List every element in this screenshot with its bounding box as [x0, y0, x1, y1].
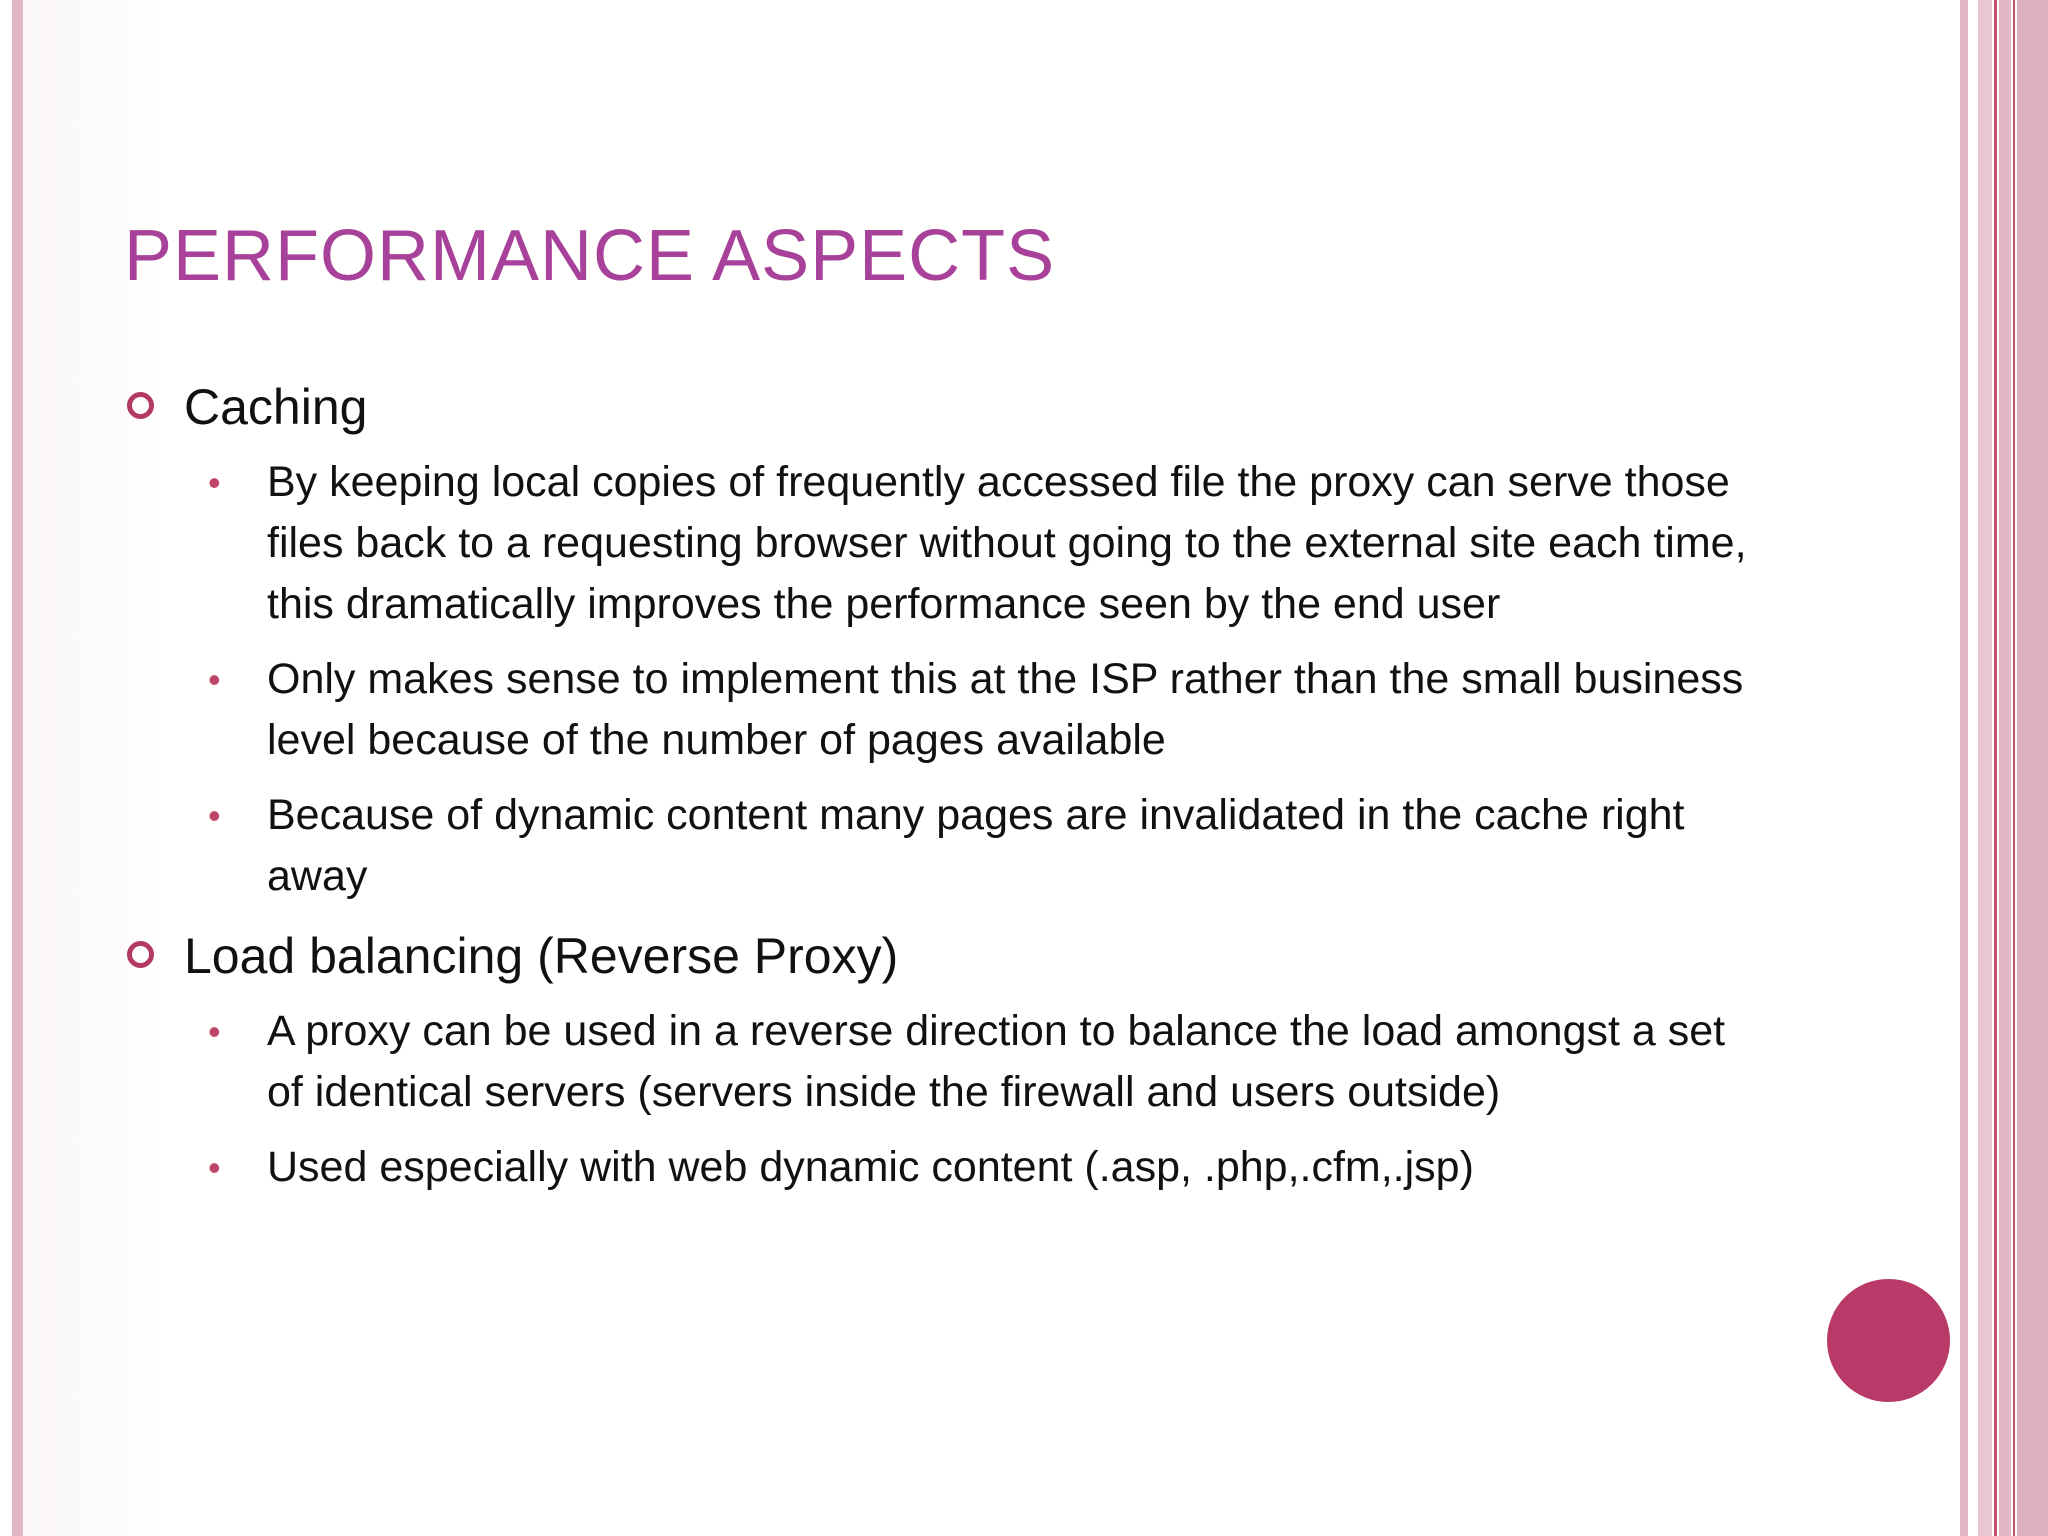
- circle-decoration-icon: [1827, 1279, 1950, 1402]
- dot-bullet-icon: •: [208, 1011, 221, 1052]
- section-heading-caching: [124, 372, 1764, 442]
- left-border-bar: [12, 0, 23, 1536]
- list-item: [124, 649, 1764, 771]
- right-border-stripe: [2017, 0, 2048, 1536]
- dot-bullet-icon: •: [208, 795, 221, 836]
- ring-bullet-icon: [127, 941, 154, 968]
- dot-bullet-icon: •: [208, 462, 221, 503]
- list-item-text: Because of dynamic content many pages are invalidated in the cache right away: [267, 791, 1685, 900]
- slide-content: [124, 372, 1764, 1212]
- right-border-stripe: [1999, 0, 2011, 1536]
- section-heading-text: Load balancing (Reverse Proxy): [184, 928, 899, 984]
- list-item: [124, 1001, 1764, 1123]
- ring-bullet-icon: [127, 392, 154, 419]
- dot-bullet-icon: •: [208, 1147, 221, 1188]
- list-item-text: A proxy can be used in a reverse direction to balance the load amongst a set of identical servers (servers inside the firewall and users outside): [267, 1007, 1726, 1116]
- list-item-text: By keeping local copies of frequently accessed file the proxy can serve those files back to a requesting browser without going to the external site each time, this dramatically improves the performance seen by the end user: [267, 458, 1747, 628]
- list-item-text: Used especially with web dynamic content (.asp, .php,.cfm,.jsp): [267, 1143, 1474, 1191]
- right-border-stripe: [1978, 0, 1992, 1536]
- right-border-line: [1994, 0, 1997, 1536]
- list-item: [124, 452, 1764, 635]
- section-heading-text: Caching: [184, 379, 368, 435]
- right-border-line: [2013, 0, 2015, 1536]
- section-heading-load-balancing: [124, 921, 1764, 991]
- list-item-text: Only makes sense to implement this at the ISP rather than the small business level because of the number of pages available: [267, 655, 1744, 764]
- list-item: [124, 1137, 1764, 1198]
- slide-title: PERFORMANCE ASPECTS: [124, 216, 1056, 296]
- dot-bullet-icon: •: [208, 659, 221, 700]
- list-item: [124, 785, 1764, 907]
- right-border-stripe: [1960, 0, 1968, 1536]
